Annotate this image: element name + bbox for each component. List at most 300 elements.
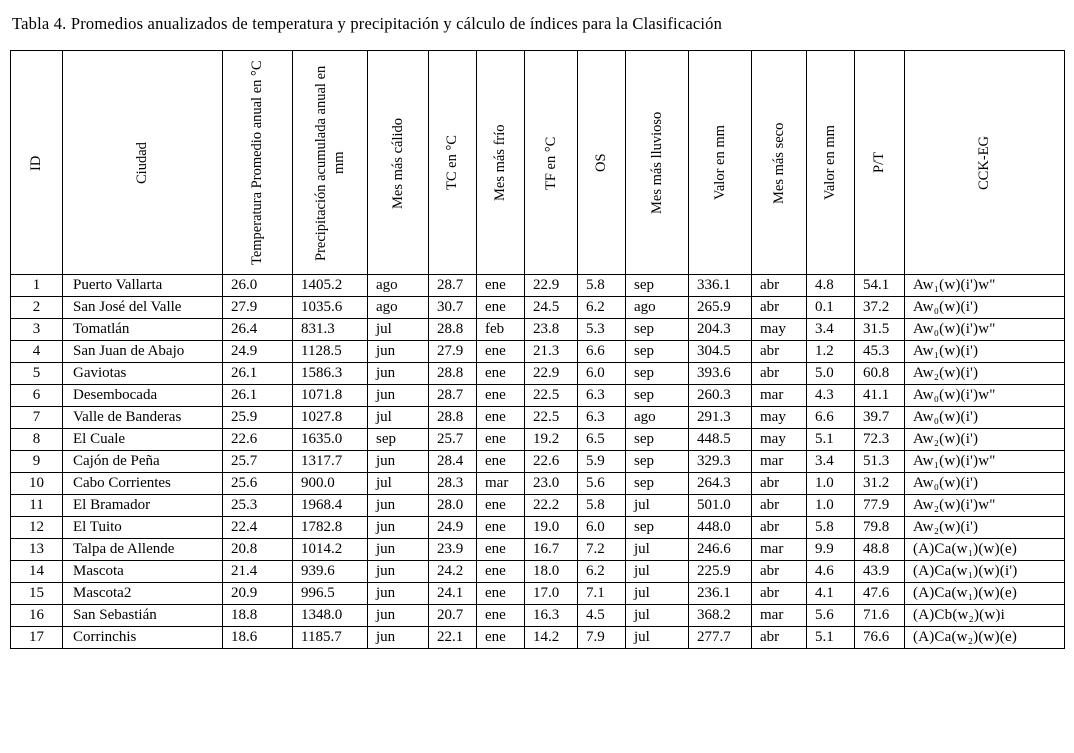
cell-cck-eg: Aw₁(w)(i') (905, 341, 1065, 363)
cell-os: 6.0 (578, 517, 626, 539)
cell-p-t: 31.5 (855, 319, 905, 341)
cell-cck-eg: (A)Ca(w₁)(w)(i') (905, 561, 1065, 583)
cell-temperatura-promedio-anual: 25.7 (223, 451, 293, 473)
cell-cck-eg: Aw₀(w)(i')w" (905, 385, 1065, 407)
cell-tc: 24.9 (429, 517, 477, 539)
cell-p-t: 77.9 (855, 495, 905, 517)
cell-mes-mas-frio: ene (477, 605, 525, 627)
cell-cck-eg: Aw₁(w)(i')w" (905, 451, 1065, 473)
cell-mes-mas-frio: ene (477, 561, 525, 583)
cell-precipitacion-acumulada-anual: 1027.8 (293, 407, 368, 429)
col-header-tc-label: TC en °C (444, 135, 461, 190)
cell-os: 4.5 (578, 605, 626, 627)
cell-mes-mas-calido: jun (368, 539, 429, 561)
cell-id: 10 (11, 473, 63, 495)
cell-p-t: 71.6 (855, 605, 905, 627)
cell-cck-eg: (A)Ca(w₁)(w)(e) (905, 539, 1065, 561)
table-row (11, 561, 1065, 583)
table-row (11, 297, 1065, 319)
cell-precipitacion-acumulada-anual: 1348.0 (293, 605, 368, 627)
cell-temperatura-promedio-anual: 21.4 (223, 561, 293, 583)
cell-mes-mas-calido: jun (368, 627, 429, 649)
cell-mes-mas-seco: abr (752, 275, 807, 297)
cell-p-t: 72.3 (855, 429, 905, 451)
cell-mes-mas-calido: jun (368, 583, 429, 605)
cell-cck-eg: Aw₁(w)(i')w" (905, 275, 1065, 297)
cell-id: 2 (11, 297, 63, 319)
cell-os: 6.5 (578, 429, 626, 451)
cell-os: 6.0 (578, 363, 626, 385)
cell-p-t: 51.3 (855, 451, 905, 473)
cell-mes-mas-lluvioso: sep (626, 429, 689, 451)
col-header-mes-mas-frio-label: Mes más frío (492, 124, 509, 201)
cell-p-t: 48.8 (855, 539, 905, 561)
cell-mes-mas-frio: feb (477, 319, 525, 341)
table-row (11, 385, 1065, 407)
col-header-valor-mm-seco-label: Valor en mm (822, 125, 839, 200)
cell-mes-mas-lluvioso: jul (626, 561, 689, 583)
col-header-valor-mm-lluvioso-label: Valor en mm (711, 125, 728, 200)
cell-p-t: 47.6 (855, 583, 905, 605)
cell-valor-mm-lluvioso: 236.1 (689, 583, 752, 605)
cell-tf: 23.8 (525, 319, 578, 341)
cell-mes-mas-frio: ene (477, 517, 525, 539)
cell-mes-mas-frio: ene (477, 363, 525, 385)
cell-valor-mm-lluvioso: 368.2 (689, 605, 752, 627)
cell-tf: 18.0 (525, 561, 578, 583)
climate-table (10, 50, 1065, 649)
cell-cck-eg: Aw₀(w)(i') (905, 473, 1065, 495)
cell-valor-mm-lluvioso: 329.3 (689, 451, 752, 473)
cell-id: 16 (11, 605, 63, 627)
cell-mes-mas-lluvioso: jul (626, 605, 689, 627)
cell-temperatura-promedio-anual: 22.4 (223, 517, 293, 539)
cell-precipitacion-acumulada-anual: 939.6 (293, 561, 368, 583)
cell-tf: 16.3 (525, 605, 578, 627)
cell-valor-mm-seco: 5.1 (807, 429, 855, 451)
cell-ciudad: Cabo Corrientes (63, 473, 223, 495)
cell-p-t: 43.9 (855, 561, 905, 583)
col-header-mes-mas-calido (368, 51, 429, 275)
cell-mes-mas-frio: ene (477, 407, 525, 429)
cell-ciudad: Talpa de Allende (63, 539, 223, 561)
col-header-precipitacion-acumulada-anual (293, 51, 368, 275)
cell-tf: 22.2 (525, 495, 578, 517)
cell-cck-eg: Aw₂(w)(i') (905, 363, 1065, 385)
cell-mes-mas-seco: mar (752, 605, 807, 627)
cell-tc: 24.1 (429, 583, 477, 605)
cell-temperatura-promedio-anual: 26.4 (223, 319, 293, 341)
cell-id: 1 (11, 275, 63, 297)
cell-cck-eg: (A)Ca(w₂)(w)(e) (905, 627, 1065, 649)
cell-tc: 28.8 (429, 363, 477, 385)
cell-os: 5.8 (578, 275, 626, 297)
cell-mes-mas-seco: mar (752, 539, 807, 561)
cell-valor-mm-seco: 1.0 (807, 473, 855, 495)
cell-mes-mas-calido: jun (368, 385, 429, 407)
cell-os: 6.3 (578, 407, 626, 429)
cell-valor-mm-lluvioso: 448.0 (689, 517, 752, 539)
cell-mes-mas-calido: jun (368, 561, 429, 583)
cell-mes-mas-calido: jun (368, 363, 429, 385)
col-header-ciudad (63, 51, 223, 275)
cell-mes-mas-seco: abr (752, 627, 807, 649)
cell-os: 5.6 (578, 473, 626, 495)
cell-precipitacion-acumulada-anual: 1014.2 (293, 539, 368, 561)
table-row (11, 451, 1065, 473)
cell-tc: 28.4 (429, 451, 477, 473)
cell-p-t: 39.7 (855, 407, 905, 429)
cell-cck-eg: Aw₀(w)(i') (905, 407, 1065, 429)
cell-id: 13 (11, 539, 63, 561)
cell-precipitacion-acumulada-anual: 1128.5 (293, 341, 368, 363)
cell-mes-mas-calido: jun (368, 605, 429, 627)
cell-valor-mm-lluvioso: 448.5 (689, 429, 752, 451)
cell-tf: 22.5 (525, 407, 578, 429)
cell-mes-mas-seco: may (752, 319, 807, 341)
cell-precipitacion-acumulada-anual: 1968.4 (293, 495, 368, 517)
cell-tf: 24.5 (525, 297, 578, 319)
cell-mes-mas-calido: jul (368, 473, 429, 495)
cell-mes-mas-frio: ene (477, 429, 525, 451)
cell-mes-mas-lluvioso: jul (626, 583, 689, 605)
cell-id: 7 (11, 407, 63, 429)
cell-mes-mas-lluvioso: ago (626, 297, 689, 319)
cell-mes-mas-frio: mar (477, 473, 525, 495)
cell-valor-mm-lluvioso: 204.3 (689, 319, 752, 341)
cell-cck-eg: Aw₂(w)(i') (905, 429, 1065, 451)
cell-mes-mas-seco: abr (752, 561, 807, 583)
cell-valor-mm-lluvioso: 393.6 (689, 363, 752, 385)
cell-valor-mm-seco: 4.3 (807, 385, 855, 407)
cell-valor-mm-lluvioso: 336.1 (689, 275, 752, 297)
cell-ciudad: Tomatlán (63, 319, 223, 341)
cell-ciudad: Gaviotas (63, 363, 223, 385)
cell-os: 5.3 (578, 319, 626, 341)
cell-mes-mas-lluvioso: sep (626, 517, 689, 539)
cell-valor-mm-seco: 1.0 (807, 495, 855, 517)
cell-valor-mm-seco: 5.6 (807, 605, 855, 627)
cell-temperatura-promedio-anual: 22.6 (223, 429, 293, 451)
cell-id: 3 (11, 319, 63, 341)
cell-os: 5.9 (578, 451, 626, 473)
cell-p-t: 37.2 (855, 297, 905, 319)
col-header-id (11, 51, 63, 275)
col-header-os-label: OS (593, 153, 610, 172)
cell-tf: 16.7 (525, 539, 578, 561)
cell-valor-mm-lluvioso: 265.9 (689, 297, 752, 319)
cell-mes-mas-lluvioso: sep (626, 275, 689, 297)
cell-tf: 22.6 (525, 451, 578, 473)
cell-tc: 22.1 (429, 627, 477, 649)
cell-ciudad: Corrinchis (63, 627, 223, 649)
cell-p-t: 76.6 (855, 627, 905, 649)
cell-id: 14 (11, 561, 63, 583)
cell-valor-mm-lluvioso: 277.7 (689, 627, 752, 649)
cell-tc: 20.7 (429, 605, 477, 627)
col-header-mes-mas-frio (477, 51, 525, 275)
cell-mes-mas-lluvioso: ago (626, 407, 689, 429)
cell-os: 7.9 (578, 627, 626, 649)
table-row (11, 429, 1065, 451)
cell-valor-mm-lluvioso: 246.6 (689, 539, 752, 561)
cell-precipitacion-acumulada-anual: 831.3 (293, 319, 368, 341)
cell-mes-mas-seco: abr (752, 341, 807, 363)
cell-temperatura-promedio-anual: 20.8 (223, 539, 293, 561)
cell-valor-mm-seco: 9.9 (807, 539, 855, 561)
cell-id: 4 (11, 341, 63, 363)
cell-id: 8 (11, 429, 63, 451)
cell-ciudad: San Sebastián (63, 605, 223, 627)
cell-tc: 23.9 (429, 539, 477, 561)
col-header-ciudad-label: Ciudad (134, 141, 151, 184)
cell-ciudad: Desembocada (63, 385, 223, 407)
cell-cck-eg: (A)Ca(w₁)(w)(e) (905, 583, 1065, 605)
col-header-cck-eg (905, 51, 1065, 275)
cell-p-t: 41.1 (855, 385, 905, 407)
cell-tc: 28.3 (429, 473, 477, 495)
col-header-tc (429, 51, 477, 275)
cell-mes-mas-calido: jun (368, 495, 429, 517)
cell-mes-mas-frio: ene (477, 385, 525, 407)
col-header-p-t (855, 51, 905, 275)
cell-os: 7.2 (578, 539, 626, 561)
cell-valor-mm-lluvioso: 291.3 (689, 407, 752, 429)
cell-cck-eg: Aw₂(w)(i')w" (905, 495, 1065, 517)
cell-temperatura-promedio-anual: 18.6 (223, 627, 293, 649)
cell-precipitacion-acumulada-anual: 1586.3 (293, 363, 368, 385)
table-row (11, 495, 1065, 517)
cell-mes-mas-frio: ene (477, 583, 525, 605)
cell-mes-mas-seco: may (752, 429, 807, 451)
cell-temperatura-promedio-anual: 24.9 (223, 341, 293, 363)
cell-tf: 22.5 (525, 385, 578, 407)
cell-mes-mas-seco: abr (752, 297, 807, 319)
cell-ciudad: Cajón de Peña (63, 451, 223, 473)
cell-ciudad: Mascota2 (63, 583, 223, 605)
cell-precipitacion-acumulada-anual: 1635.0 (293, 429, 368, 451)
cell-precipitacion-acumulada-anual: 1185.7 (293, 627, 368, 649)
cell-precipitacion-acumulada-anual: 1035.6 (293, 297, 368, 319)
cell-mes-mas-calido: ago (368, 275, 429, 297)
cell-p-t: 54.1 (855, 275, 905, 297)
col-header-mes-mas-lluvioso (626, 51, 689, 275)
cell-mes-mas-lluvioso: jul (626, 539, 689, 561)
cell-precipitacion-acumulada-anual: 1782.8 (293, 517, 368, 539)
table-row (11, 583, 1065, 605)
col-header-tf-label: TF en °C (542, 135, 559, 190)
cell-mes-mas-lluvioso: jul (626, 495, 689, 517)
table-row (11, 275, 1065, 297)
cell-p-t: 60.8 (855, 363, 905, 385)
cell-mes-mas-frio: ene (477, 297, 525, 319)
cell-precipitacion-acumulada-anual: 900.0 (293, 473, 368, 495)
cell-temperatura-promedio-anual: 27.9 (223, 297, 293, 319)
cell-mes-mas-frio: ene (477, 495, 525, 517)
col-header-os (578, 51, 626, 275)
col-header-mes-mas-seco-label: Mes más seco (770, 121, 787, 204)
col-header-mes-mas-calido-label: Mes más cálido (389, 117, 406, 209)
cell-p-t: 79.8 (855, 517, 905, 539)
cell-os: 6.2 (578, 561, 626, 583)
cell-mes-mas-seco: abr (752, 495, 807, 517)
cell-tf: 22.9 (525, 363, 578, 385)
cell-tc: 28.0 (429, 495, 477, 517)
table-row (11, 473, 1065, 495)
table-row (11, 363, 1065, 385)
col-header-tf (525, 51, 578, 275)
cell-id: 11 (11, 495, 63, 517)
cell-mes-mas-lluvioso: sep (626, 385, 689, 407)
cell-ciudad: Mascota (63, 561, 223, 583)
cell-precipitacion-acumulada-anual: 1317.7 (293, 451, 368, 473)
cell-temperatura-promedio-anual: 18.8 (223, 605, 293, 627)
cell-tc: 30.7 (429, 297, 477, 319)
cell-mes-mas-lluvioso: sep (626, 363, 689, 385)
cell-precipitacion-acumulada-anual: 1071.8 (293, 385, 368, 407)
cell-mes-mas-seco: abr (752, 473, 807, 495)
cell-mes-mas-calido: jun (368, 517, 429, 539)
cell-valor-mm-seco: 3.4 (807, 319, 855, 341)
cell-temperatura-promedio-anual: 25.3 (223, 495, 293, 517)
cell-valor-mm-seco: 3.4 (807, 451, 855, 473)
cell-valor-mm-seco: 0.1 (807, 297, 855, 319)
cell-os: 6.3 (578, 385, 626, 407)
cell-temperatura-promedio-anual: 26.0 (223, 275, 293, 297)
cell-valor-mm-seco: 6.6 (807, 407, 855, 429)
cell-os: 6.6 (578, 341, 626, 363)
cell-cck-eg: Aw₀(w)(i') (905, 297, 1065, 319)
cell-ciudad: Valle de Banderas (63, 407, 223, 429)
table-caption: Tabla 4. Promedios anualizados de temperatura y precipitación y cálculo de índices para la Clasificación (12, 14, 723, 33)
cell-valor-mm-lluvioso: 225.9 (689, 561, 752, 583)
table-header-row (11, 51, 1065, 275)
col-header-precipitacion-label: Precipitación acumulada anual en mm (312, 64, 347, 261)
cell-id: 6 (11, 385, 63, 407)
cell-valor-mm-lluvioso: 501.0 (689, 495, 752, 517)
cell-mes-mas-frio: ene (477, 341, 525, 363)
cell-temperatura-promedio-anual: 25.6 (223, 473, 293, 495)
cell-temperatura-promedio-anual: 20.9 (223, 583, 293, 605)
cell-mes-mas-calido: jul (368, 407, 429, 429)
cell-ciudad: San José del Valle (63, 297, 223, 319)
cell-mes-mas-frio: ene (477, 539, 525, 561)
cell-precipitacion-acumulada-anual: 996.5 (293, 583, 368, 605)
cell-valor-mm-seco: 4.8 (807, 275, 855, 297)
cell-valor-mm-lluvioso: 264.3 (689, 473, 752, 495)
cell-id: 9 (11, 451, 63, 473)
cell-mes-mas-frio: ene (477, 627, 525, 649)
cell-mes-mas-seco: mar (752, 385, 807, 407)
cell-tf: 21.3 (525, 341, 578, 363)
col-header-mes-mas-seco (752, 51, 807, 275)
cell-tf: 22.9 (525, 275, 578, 297)
cell-ciudad: San Juan de Abajo (63, 341, 223, 363)
cell-tf: 19.0 (525, 517, 578, 539)
cell-temperatura-promedio-anual: 26.1 (223, 363, 293, 385)
cell-valor-mm-seco: 1.2 (807, 341, 855, 363)
cell-tc: 24.2 (429, 561, 477, 583)
cell-tc: 28.7 (429, 385, 477, 407)
table-row (11, 517, 1065, 539)
cell-tc: 27.9 (429, 341, 477, 363)
cell-tf: 17.0 (525, 583, 578, 605)
cell-valor-mm-lluvioso: 304.5 (689, 341, 752, 363)
cell-tc: 28.8 (429, 407, 477, 429)
table-row (11, 407, 1065, 429)
cell-valor-mm-seco: 5.0 (807, 363, 855, 385)
cell-valor-mm-lluvioso: 260.3 (689, 385, 752, 407)
cell-mes-mas-calido: ago (368, 297, 429, 319)
cell-cck-eg: Aw₂(w)(i') (905, 517, 1065, 539)
cell-mes-mas-lluvioso: jul (626, 627, 689, 649)
cell-os: 7.1 (578, 583, 626, 605)
cell-id: 15 (11, 583, 63, 605)
cell-os: 6.2 (578, 297, 626, 319)
cell-id: 12 (11, 517, 63, 539)
cell-id: 17 (11, 627, 63, 649)
cell-id: 5 (11, 363, 63, 385)
cell-valor-mm-seco: 5.1 (807, 627, 855, 649)
table-body (11, 275, 1065, 649)
cell-cck-eg: Aw₀(w)(i')w" (905, 319, 1065, 341)
cell-ciudad: Puerto Vallarta (63, 275, 223, 297)
table-row (11, 605, 1065, 627)
cell-mes-mas-calido: jun (368, 341, 429, 363)
cell-cck-eg: (A)Cb(w₂)(w)i (905, 605, 1065, 627)
cell-mes-mas-lluvioso: sep (626, 473, 689, 495)
cell-tc: 25.7 (429, 429, 477, 451)
cell-ciudad: El Cuale (63, 429, 223, 451)
cell-valor-mm-seco: 5.8 (807, 517, 855, 539)
col-header-temperatura-promedio-anual (223, 51, 293, 275)
table-row (11, 319, 1065, 341)
cell-mes-mas-lluvioso: sep (626, 341, 689, 363)
col-header-valor-mm-lluvioso (689, 51, 752, 275)
cell-temperatura-promedio-anual: 25.9 (223, 407, 293, 429)
cell-mes-mas-seco: may (752, 407, 807, 429)
col-header-mes-mas-lluvioso-label: Mes más lluvioso (648, 111, 665, 214)
cell-mes-mas-seco: abr (752, 583, 807, 605)
cell-tc: 28.7 (429, 275, 477, 297)
cell-mes-mas-calido: sep (368, 429, 429, 451)
cell-temperatura-promedio-anual: 26.1 (223, 385, 293, 407)
col-header-temperatura-label: Temperatura Promedio anual en °C (249, 60, 266, 265)
col-header-cck-eg-label: CCK-EG (976, 135, 993, 190)
cell-mes-mas-frio: ene (477, 451, 525, 473)
cell-valor-mm-seco: 4.6 (807, 561, 855, 583)
col-header-id-label: ID (28, 154, 45, 171)
cell-os: 5.8 (578, 495, 626, 517)
cell-mes-mas-lluvioso: sep (626, 451, 689, 473)
cell-mes-mas-seco: abr (752, 517, 807, 539)
table-row (11, 341, 1065, 363)
cell-mes-mas-frio: ene (477, 275, 525, 297)
cell-tf: 19.2 (525, 429, 578, 451)
cell-tf: 23.0 (525, 473, 578, 495)
cell-mes-mas-seco: abr (752, 363, 807, 385)
cell-precipitacion-acumulada-anual: 1405.2 (293, 275, 368, 297)
cell-mes-mas-lluvioso: sep (626, 319, 689, 341)
cell-p-t: 31.2 (855, 473, 905, 495)
cell-ciudad: El Bramador (63, 495, 223, 517)
cell-tc: 28.8 (429, 319, 477, 341)
cell-valor-mm-seco: 4.1 (807, 583, 855, 605)
cell-p-t: 45.3 (855, 341, 905, 363)
table-row (11, 539, 1065, 561)
cell-mes-mas-seco: mar (752, 451, 807, 473)
cell-mes-mas-calido: jul (368, 319, 429, 341)
